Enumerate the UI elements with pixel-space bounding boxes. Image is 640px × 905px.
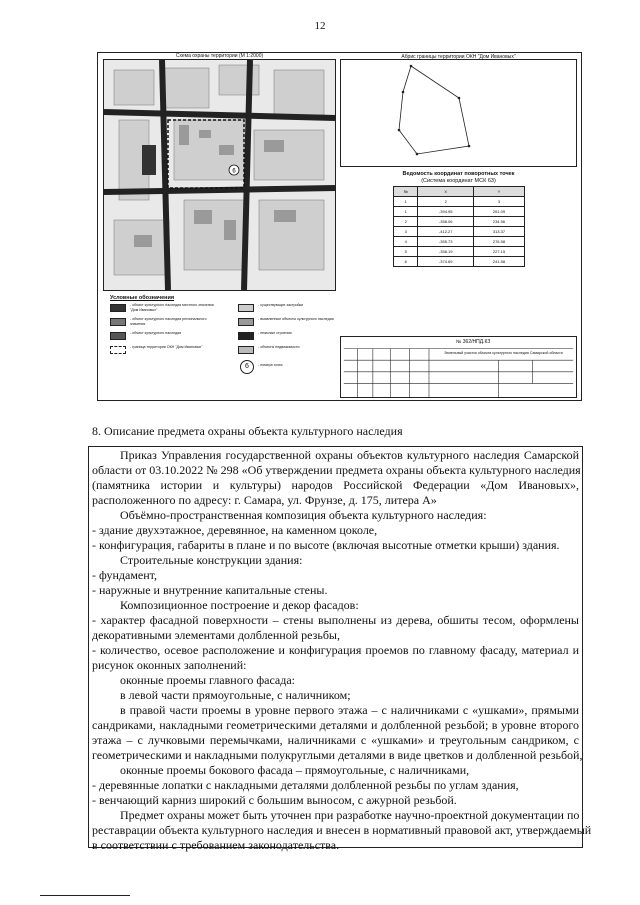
legend-swatch [110, 332, 126, 340]
legend-item: - объект культурного наследия [130, 331, 182, 335]
table-row [394, 237, 525, 247]
table-cell: 313.37 [473, 227, 524, 237]
legend-item: - номера точек [258, 363, 283, 367]
legend-swatch [238, 346, 254, 354]
table-header-row [394, 187, 525, 197]
table-cell: 2 [394, 217, 418, 227]
body-line: области от 03.10.2022 № 298 «Об утверждении предмета охраны объекта культурного наследия [92, 463, 581, 477]
body-line: реставрации объекта культурного наследия и внесен в нормативный правовой акт, утверждаемый [92, 823, 592, 837]
body-line: (памятника истории и культуры) народов Российской Федерации «Дом Ивановых», [92, 478, 579, 492]
page-number: 12 [314, 20, 326, 32]
table-cell: 3 [394, 227, 418, 237]
table-cell: 261.09 [473, 207, 524, 217]
abris-title: Абрис границы территории ОКН "Дом Ивановых" [401, 54, 516, 60]
table-cell: 5 [394, 247, 418, 257]
legend-item: - объект культурного наследия местного значения "Дом Ивановых" [130, 303, 214, 312]
body-line: декоративными элементами долбленной резьбы, [92, 628, 340, 642]
table-cell: 2 [418, 197, 474, 207]
legend-swatch [238, 304, 254, 312]
legend-swatch [238, 332, 254, 340]
table-header-cell: № [394, 187, 418, 197]
coordinates-table [393, 186, 525, 267]
title-block-stamp [340, 336, 577, 398]
body-line: Объёмно-пространственная композиция объекта культурного наследия: [120, 508, 487, 522]
table-row [394, 197, 525, 207]
table-row [394, 227, 525, 237]
body-line: Приказ Управления государственной охраны объектов культурного наследия Самарской [120, 448, 579, 462]
table-row [394, 207, 525, 217]
legend-title: Условные обозначения [110, 295, 175, 301]
body-line: Строительные конструкции здания: [120, 553, 303, 567]
stamp-code: № 362/НПД.КЗ [456, 339, 491, 345]
body-line: - конфигурация, габариты в плане и по высоте (включая высотные отметки крыши) здания. [92, 538, 560, 552]
map-point-label: 6 [232, 168, 236, 175]
legend-item: - объект культурного наследия регионального значения [130, 317, 207, 326]
table-cell: -412.27 [418, 227, 474, 237]
legend-item: - граница территории ОКН "Дом Ивановых" [130, 345, 203, 349]
coordinates-title-line1: Ведомость координат поворотных точек [402, 171, 515, 177]
coordinates-title-line2: (Система координат МСК 63) [421, 178, 496, 184]
legend-swatch [110, 318, 126, 326]
stamp-title: Земельный участок объекта культурного наследия Самарской области [444, 351, 563, 355]
body-line: - фундамент, [92, 568, 158, 582]
table-row [394, 217, 525, 227]
legend-swatch [238, 318, 254, 326]
body-line: сандриками, накладными геометрическими деталями и долбленной резьбой; в уровне второго [92, 718, 579, 732]
body-line: оконные проемы главного фасада: [120, 673, 296, 687]
legend-item: - нежилые строения [258, 331, 292, 335]
table-cell: -374.69 [418, 257, 474, 267]
body-line: Предмет охраны может быть уточнен при разработке научно-проектной документации по [120, 808, 580, 822]
legend-item: - существующие застройки [258, 303, 304, 307]
abris-frame [340, 59, 577, 167]
body-line: этажа – с лучковыми перемычками, наличниками с «ушками» и треугольным сандриком, с [92, 733, 579, 747]
legend-point-marker: 6 [240, 360, 254, 374]
table-cell: -355.73 [418, 237, 474, 247]
table-row [394, 247, 525, 257]
table-cell: 241.58 [473, 257, 524, 267]
table-cell: 234.56 [473, 217, 524, 227]
table-header-cell: Y [473, 187, 524, 197]
footnote-rule [40, 895, 130, 896]
body-line: в соответствии с требованием законодательства. [92, 838, 340, 852]
site-map [103, 59, 336, 291]
legend-item: - объекты недвижимости [258, 345, 300, 349]
table-cell: 1 [394, 207, 418, 217]
table-header-cell: X [418, 187, 474, 197]
table-cell: 4 [394, 237, 418, 247]
map-title: Схема охраны территории (М 1:2000) [175, 53, 264, 59]
body-line: расположенного по адресу: г. Самара, ул. Фрунзе, д. 175, литера А» [92, 493, 437, 507]
table-cell: 3 [473, 197, 524, 207]
table-cell: -394.95 [418, 207, 474, 217]
table-cell: 227.15 [473, 247, 524, 257]
body-line: рисунок оконных заполнений: [92, 658, 247, 672]
body-line: оконные проемы бокового фасада – прямоугольные, с наличниками, [120, 763, 470, 777]
body-line: в левой части прямоугольные, с наличником; [120, 688, 351, 702]
table-cell: 1 [394, 197, 418, 207]
body-line: - здание двухэтажное, деревянное, на каменном цоколе, [92, 523, 378, 537]
table-cell: 6 [394, 257, 418, 267]
legend-swatch [110, 304, 126, 312]
body-line: - венчающий карниз широкий с большим выносом, с ажурной резьбой. [92, 793, 457, 807]
body-line: - характер фасадной поверхности – стены выполнены из дерева, обшиты тесом, оформлены [92, 613, 579, 627]
legend-swatch [110, 346, 126, 354]
table-cell: -358.19 [418, 247, 474, 257]
body-line: Композиционное построение и декор фасадов: [120, 598, 359, 612]
body-line: - деревянные лопатки с накладными деталями долбленной резьбы по углам здания, [92, 778, 519, 792]
table-cell: -358.06 [418, 217, 474, 227]
body-line: - количество, осевое расположение и конфигурация проемов по главному фасаду, материал и [92, 643, 579, 657]
table-row [394, 257, 525, 267]
body-line: - наружные и внутренние капитальные стены. [92, 583, 328, 597]
body-line: геометрическими и накладными полукруглыми деталями в виде цветков и долбленной резьбой, [92, 748, 583, 762]
section-heading: 8. Описание предмета охраны объекта культурного наследия [92, 424, 403, 438]
body-line: в правой части проемы в уровне первого этажа – с наличниками с «ушками», прямыми [120, 703, 579, 717]
table-cell: 276.58 [473, 237, 524, 247]
legend-item: - выявленные объекты культурного наследия [258, 317, 334, 321]
coordinates-title [340, 171, 577, 185]
